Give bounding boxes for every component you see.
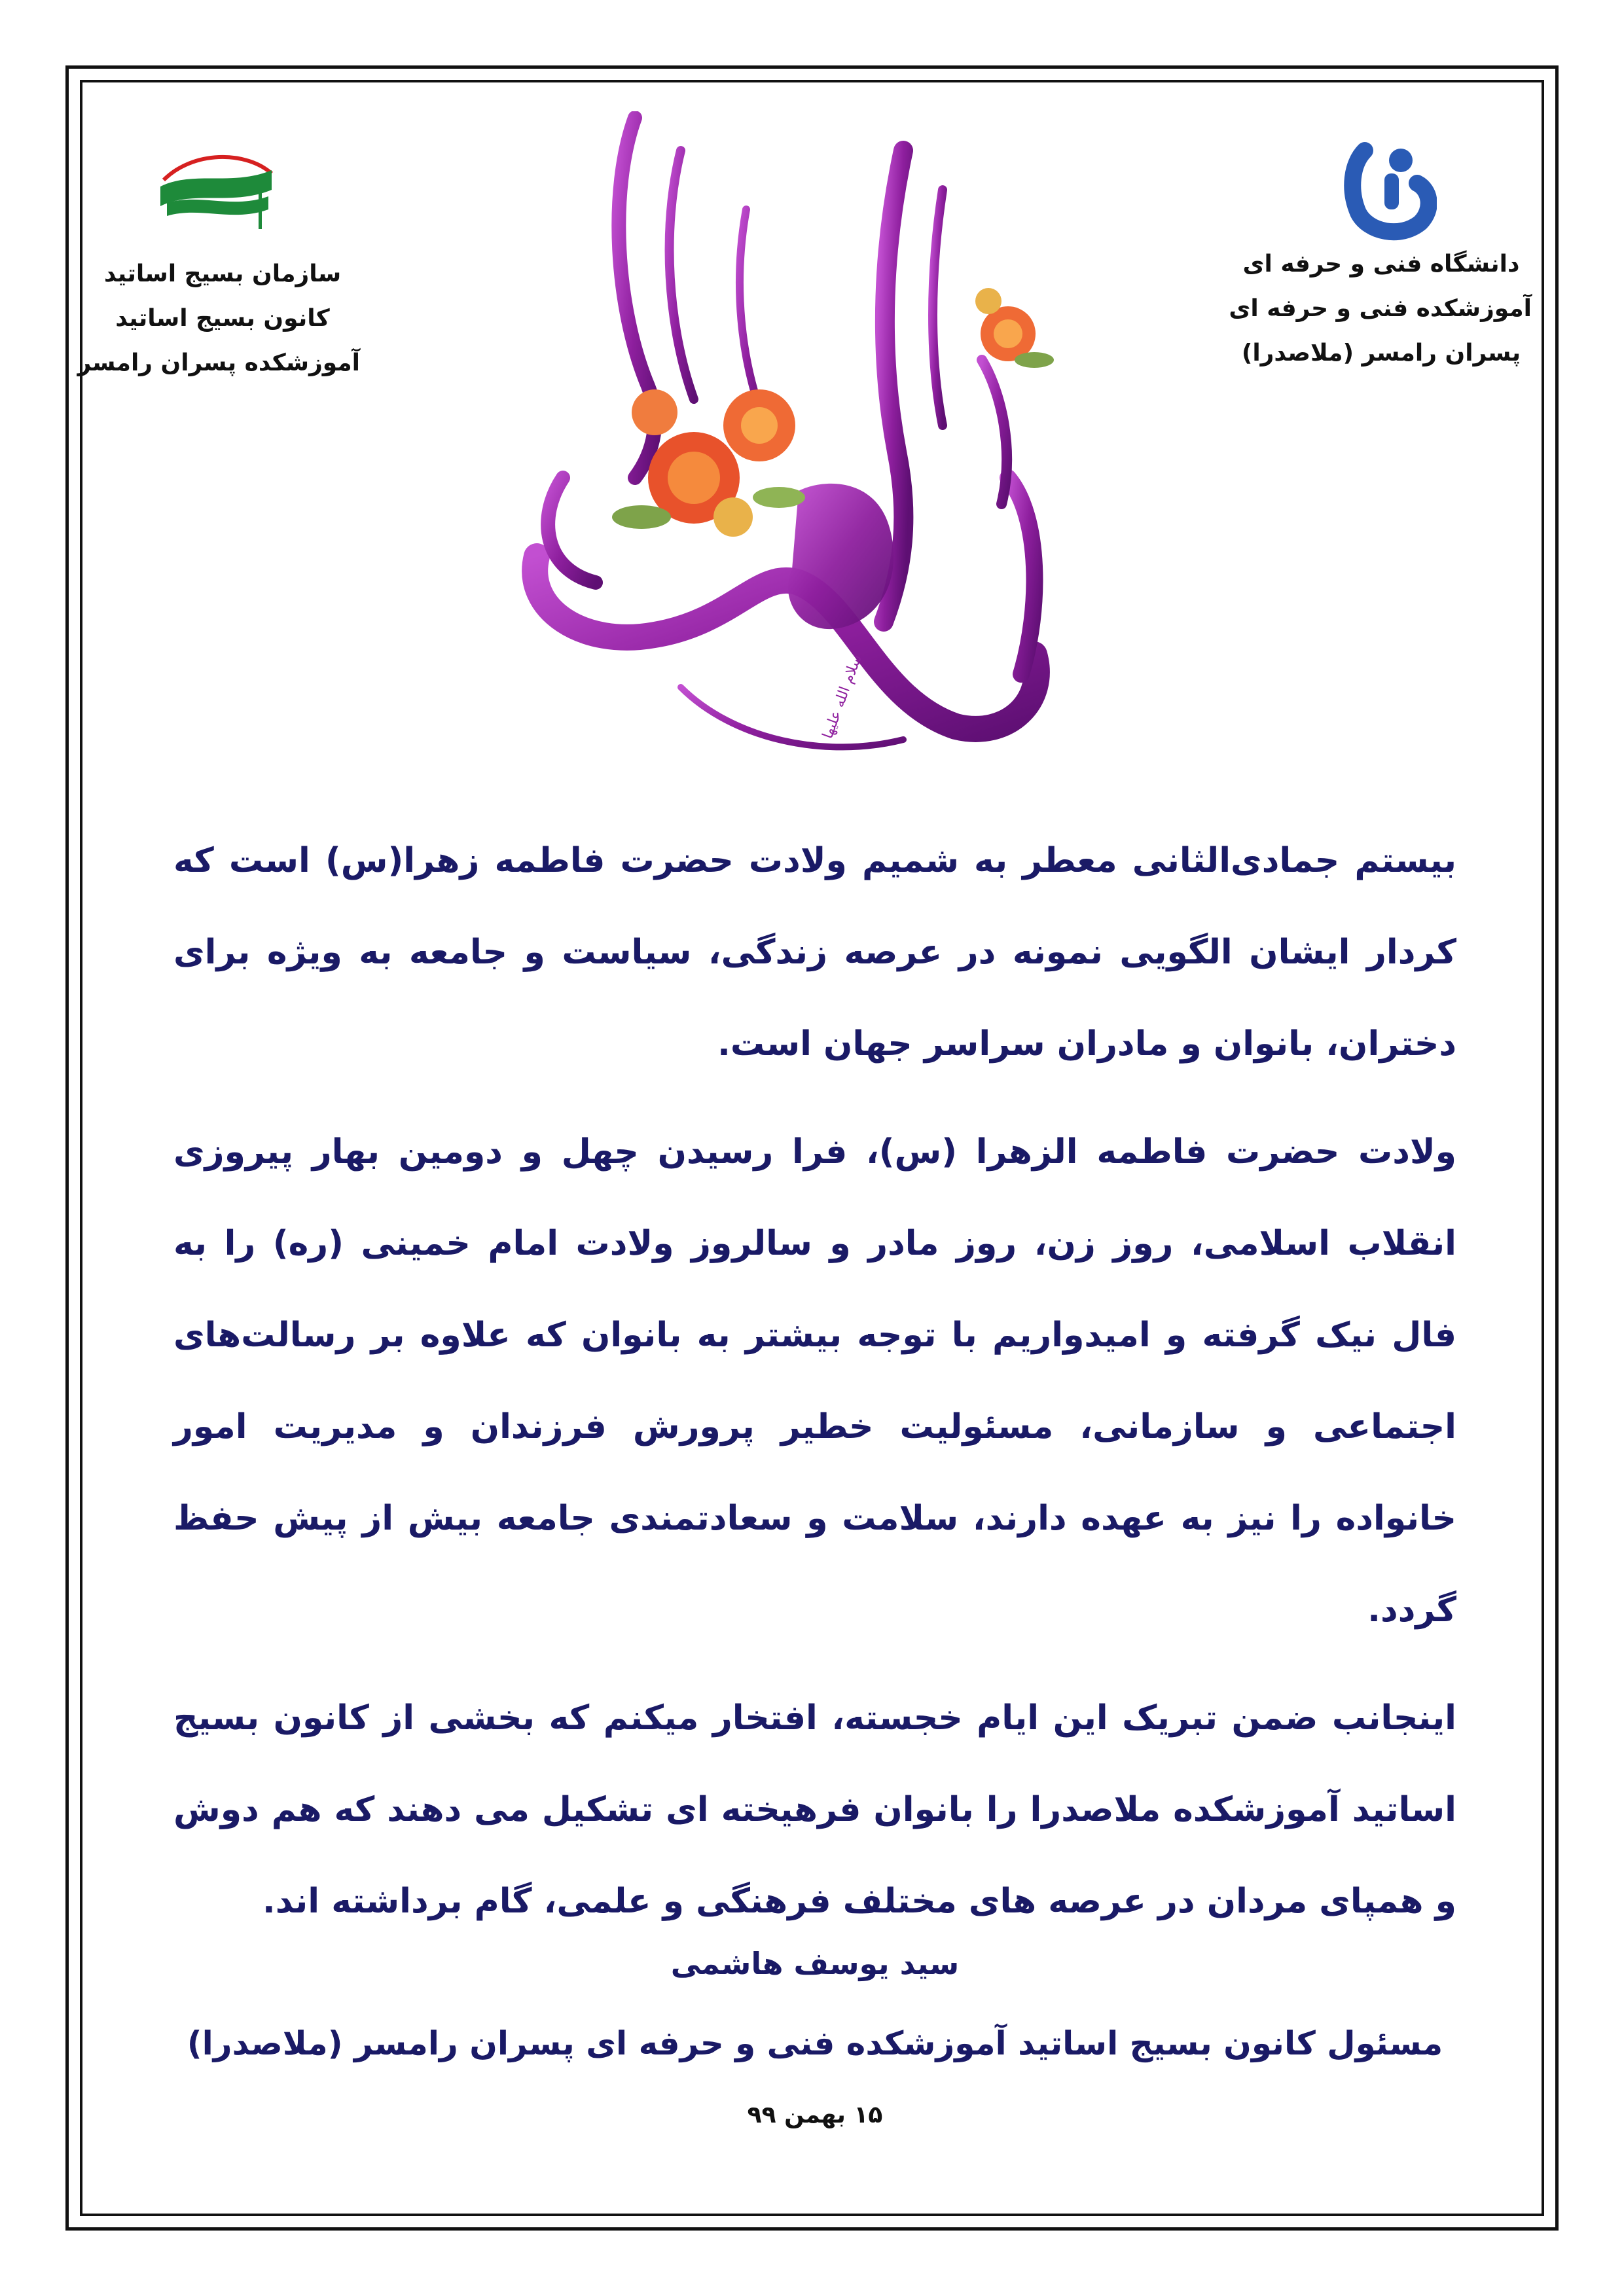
- basij-header-line2: کانون بسیج اساتید: [115, 305, 330, 332]
- flower-right-icon: [975, 288, 1054, 368]
- letter-body: [173, 815, 1456, 1964]
- body-paragraph-3: اینجانب ضمن تبریک این ایام خجسته، افتخار میکنم که بخشی از کانون بسیج اساتید آموزشکده ملاصدرا را بانوان فرهیخته ای تشکیل می دهند که هم دوش و همپای مردان در عرصه های مختلف فرهنگی و علمی، گام برداشته اند.: [173, 1698, 1456, 1921]
- basij-logo-icon: [154, 147, 278, 239]
- basij-header-line1: سازمان بسیج اساتید: [103, 260, 342, 287]
- university-header-line2: آموزشکده فنی و حرفه ای: [1229, 295, 1532, 322]
- university-header-line3: پسران رامسر (ملاصدرا): [1241, 340, 1521, 367]
- signature-block: [173, 1937, 1456, 2135]
- body-paragraph-1: بیستم جمادی‌الثانی معطر به شمیم ولادت حضرت فاطمه زهرا(س) است که کردار ایشان الگویی نمونه در عرصه زندگی، سیاست و جامعه به ویژه برای دختران، بانوان و مادران سراسر جهان است.: [173, 841, 1456, 1064]
- basij-header: [77, 252, 360, 386]
- university-header-line1: دانشگاه فنی و حرفه ای: [1242, 251, 1520, 278]
- signatory-name: سید یوسف هاشمی: [670, 1946, 960, 1981]
- basij-header-line3: آموزشکده پسران رامسر: [77, 350, 360, 376]
- signatory-title: مسئول کانون بسیج اساتید آموزشکده فنی و حرفه ای پسران رامسر (ملاصدرا): [187, 2024, 1443, 2062]
- letter-date: ۱۵ بهمن ۹۹: [747, 2102, 883, 2128]
- university-header: [1231, 242, 1532, 376]
- university-logo-icon: [1339, 137, 1437, 242]
- calligraphy-salutation: سلام الله علیها: [820, 652, 865, 742]
- body-paragraph-2: ولادت حضرت فاطمه الزهرا (س)، فرا رسیدن چهل و دومین بهار پیروزی انقلاب اسلامی، روز زن، روز مادر و سالروز ولادت امام خمینی (ره) را به فال نیک گرفته و امیدواریم با توجه بیشتر به بانوان که علاوه بر رسالت‌های اجتماعی و سازمانی، مسئولیت خطیر پرورش فرزندان و مدیریت امور خانواده را نیز به عهده دارند، سلامت و سعادتمندی جامعه بیش از پیش حفظ گردد.: [173, 1132, 1456, 1630]
- al-zahra-calligraphy-image: [484, 111, 1139, 792]
